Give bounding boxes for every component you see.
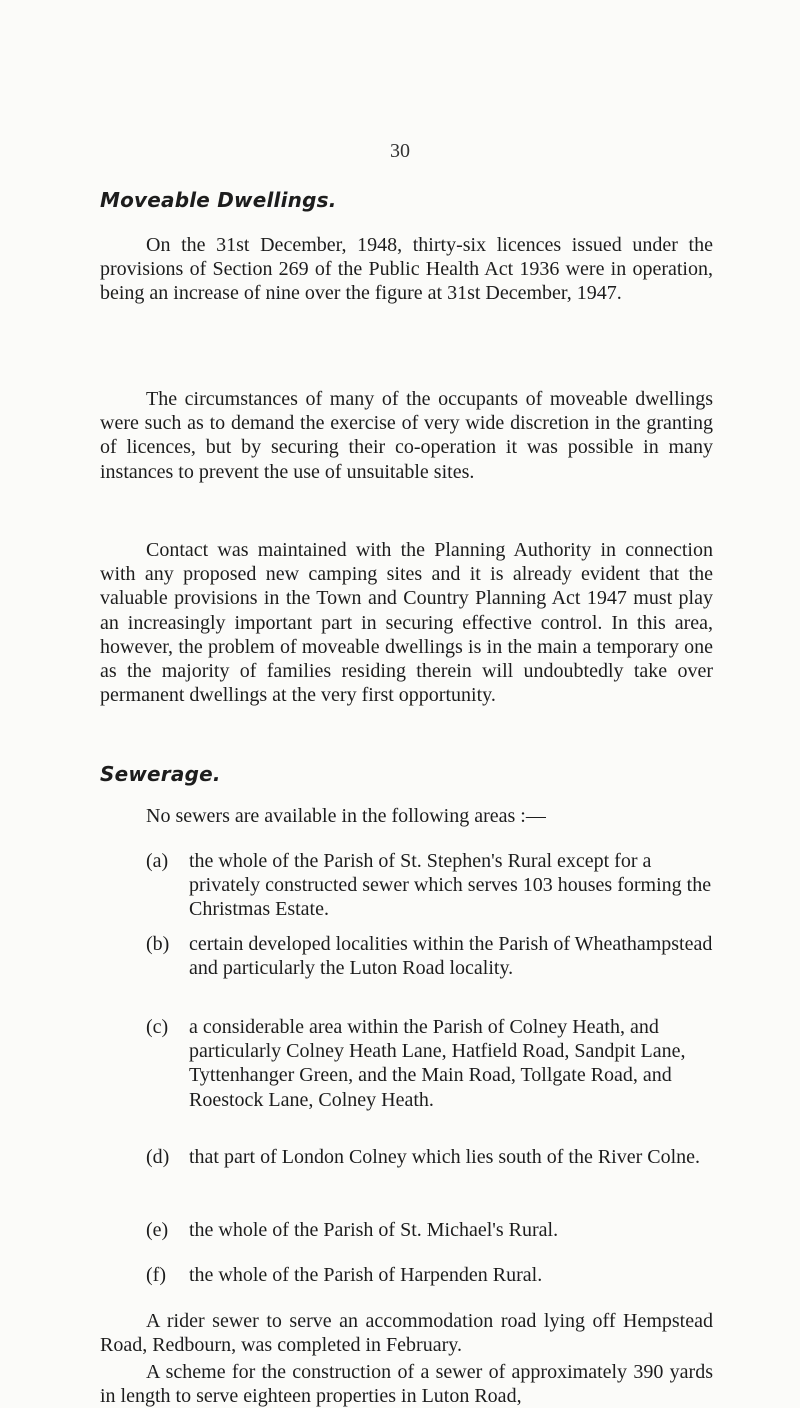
list-item-text: certain developed localities within the Parish of Wheathampstead and particularly the Luton Road locality. <box>189 933 713 980</box>
list-item-label: (f) <box>146 1264 166 1286</box>
list-item-text: the whole of the Parish of St. Michael's Rural. <box>189 1219 559 1241</box>
paragraph-planning-authority: Contact was maintained with the Planning Authority in connection with any proposed new camping sites and it is already evident that the valuable provisions in the Town and Country Planning Act 1947 must play an increasingly important part in securing effective control. In this area, however, the problem of moveable dwellings is in the main a temporary one as the majority of families residing therein will undoubtedly take over permanent dwellings at the very first opportunity. <box>100 539 713 707</box>
list-item <box>146 932 713 980</box>
section-heading-moveable-dwellings: Moveable Dwellings. <box>100 188 337 212</box>
list-item <box>146 1218 713 1242</box>
list-item-label: (b) <box>146 933 170 955</box>
paragraph-licences: On the 31st December, 1948, thirty-six licences issued under the provisions of Section 269 of the Public Health Act 1936 were in operation, being an increase of nine over the figure at 31st December, 1947. <box>100 234 713 305</box>
list-item <box>146 1015 713 1112</box>
list-item <box>146 849 713 922</box>
list-item-label: (a) <box>146 850 169 872</box>
page-number: 30 <box>390 140 410 162</box>
list-item <box>146 1145 713 1169</box>
paragraph-circumstances: The circumstances of many of the occupants of moveable dwellings were such as to demand the exercise of very wide discretion in the granting of licences, but by securing their co-operation it was possible in many instances to prevent the use of unsuitable sites. <box>100 388 713 483</box>
sewerage-intro: No sewers are available in the following areas :— <box>146 805 546 827</box>
list-item-text: that part of London Colney which lies south of the River Colne. <box>189 1146 701 1168</box>
list-item-label: (d) <box>146 1146 170 1168</box>
list-item-text: the whole of the Parish of Harpenden Rural. <box>189 1264 543 1286</box>
paragraph-sewer-scheme: A scheme for the construction of a sewer of approximately 390 yards in length to serve eighteen properties in Luton Road, <box>100 1361 713 1408</box>
list-item-label: (e) <box>146 1219 169 1241</box>
section-heading-sewerage: Sewerage. <box>100 762 221 786</box>
list-item-label: (c) <box>146 1016 169 1038</box>
list-item <box>146 1263 713 1287</box>
list-item-text: the whole of the Parish of St. Stephen's Rural except for a privately constructed sewer which serves 103 houses forming the Christmas Estate. <box>189 850 712 921</box>
list-item-text: a considerable area within the Parish of Colney Heath, and particularly Colney Heath Lane, Hatfield Road, Sandpit Lane, Tyttenhanger Green, and the Main Road, Tollgate Road, and Roestock Lane, Colney Heath. <box>189 1016 686 1111</box>
paragraph-rider-sewer: A rider sewer to serve an accommodation road lying off Hempstead Road, Redbourn, was completed in February. <box>100 1310 713 1357</box>
